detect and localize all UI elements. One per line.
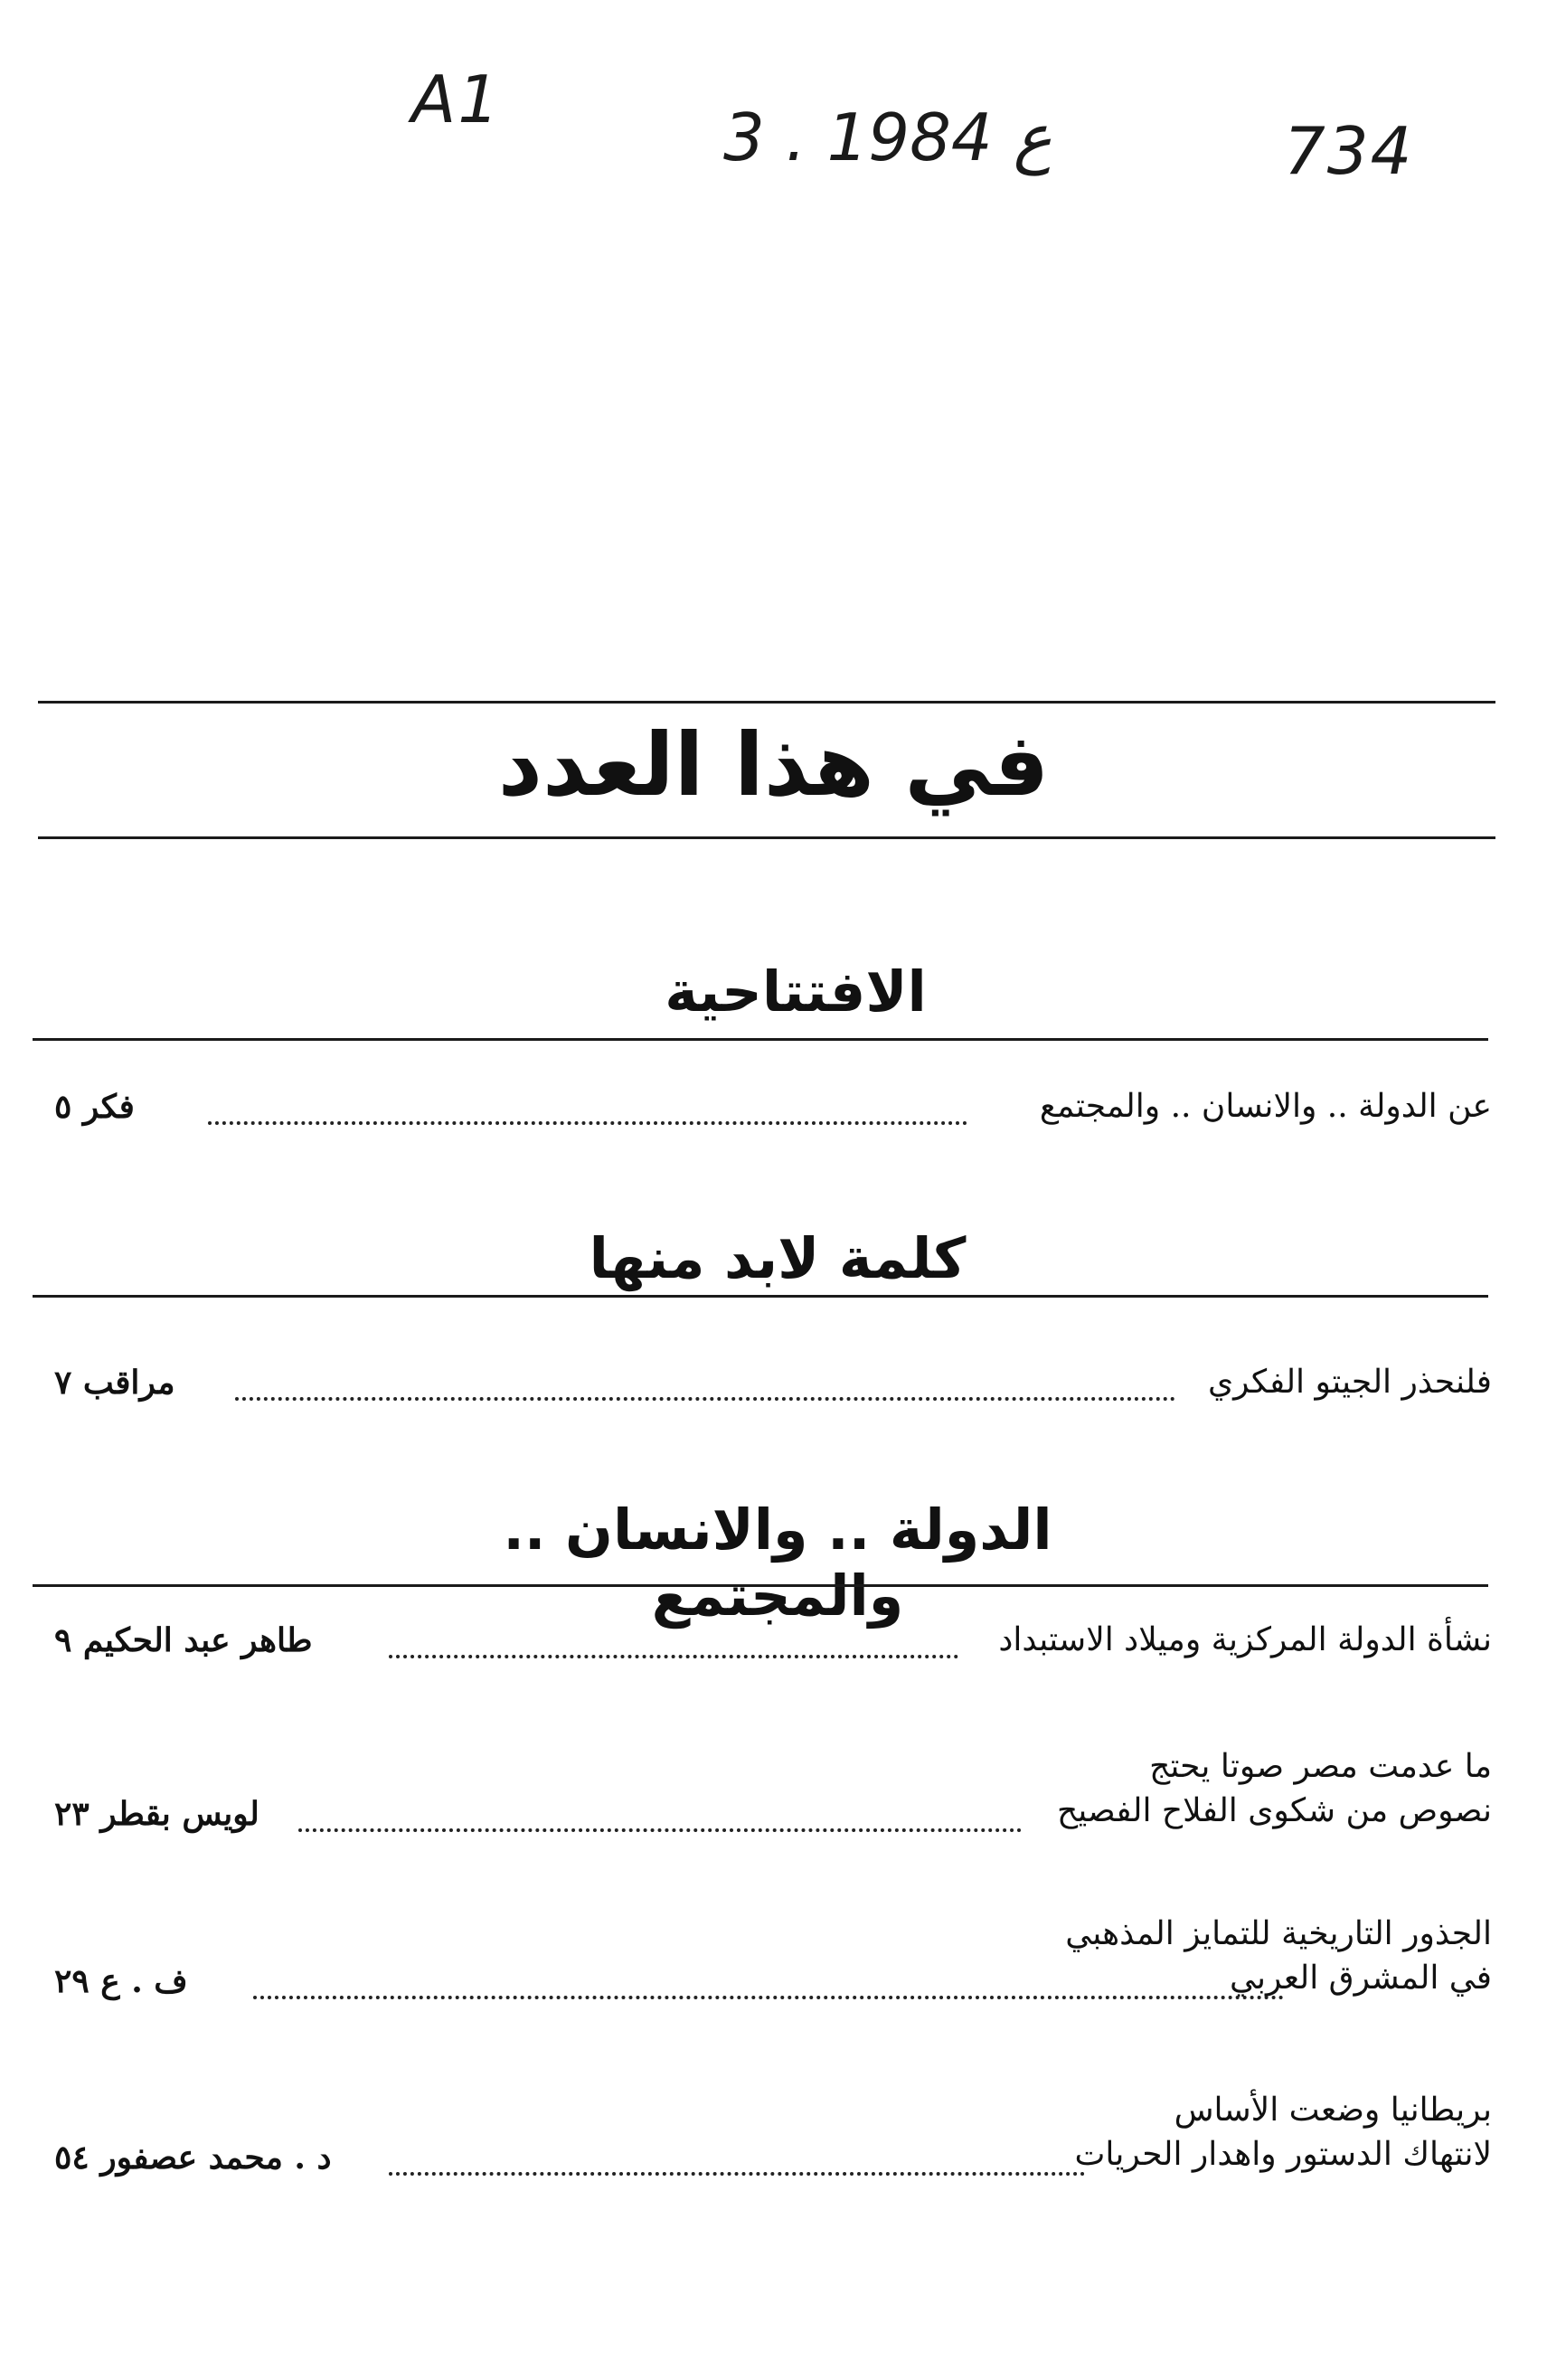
section-rule-necessary-word	[33, 1295, 1488, 1298]
toc-entry-title: بريطانيا وضعت الأساس لانتهاك الدستور واهدار الحريات	[1074, 2092, 1492, 2173]
toc-dot-leader	[208, 1121, 967, 1125]
toc-dot-leader	[298, 1828, 1022, 1832]
section-title-editorial: الافتتاحية	[665, 959, 927, 1025]
handwritten-number: 734	[1284, 113, 1414, 189]
toc-dot-leader	[235, 1397, 1175, 1401]
toc-entry	[54, 2089, 1492, 2188]
toc-entry-author: ف . ع ٢٩	[54, 1962, 188, 2000]
toc-entry	[54, 1745, 1492, 1845]
title-bottom-rule	[38, 836, 1495, 839]
toc-entry-author: فكر ٥	[54, 1088, 135, 1126]
section-rule-state-man-society	[33, 1584, 1488, 1587]
toc-entry-author: طاهر عبد الحكيم ٩	[54, 1621, 313, 1659]
toc-entry-author: مراقب ٧	[54, 1364, 175, 1402]
section-rule-editorial	[33, 1038, 1488, 1041]
handwritten-label: A1	[411, 61, 502, 137]
section-title-state-man-society: الدولة .. والانسان .. والمجتمع	[503, 1497, 1052, 1629]
toc-entry-title: ما عدمت مصر صوتا يحتج نصوص من شكوى الفلاح الفصيح	[1056, 1748, 1492, 1829]
toc-entry	[54, 1085, 1492, 1139]
toc-entry	[54, 1912, 1492, 2012]
toc-entry-title: فلنحذر الجيتو الفكري	[1207, 1364, 1492, 1401]
title-top-rule	[38, 701, 1495, 704]
toc-entry-title: عن الدولة .. والانسان .. والمجتمع	[1039, 1088, 1492, 1125]
toc-dot-leader	[389, 2172, 1085, 2176]
handwritten-date: 3 . ع 1984	[723, 99, 1052, 175]
toc-entry	[54, 1361, 1492, 1415]
toc-dot-leader	[253, 1996, 1284, 1999]
page-title: في هذا العدد	[497, 714, 1050, 816]
toc-entry-author: لويس بقطر ٢٣	[54, 1795, 259, 1833]
toc-entry-title: نشأة الدولة المركزية وميلاد الاستبداد	[998, 1621, 1492, 1658]
toc-dot-leader	[389, 1655, 958, 1658]
toc-entry-title: الجذور التاريخية للتمايز المذهبي في المشرق العربي	[1065, 1915, 1492, 1997]
toc-entry-author: د . محمد عصفور ٥٤	[54, 2139, 332, 2177]
toc-entry	[54, 1619, 1492, 1673]
section-title-necessary-word: كلمة لابد منها	[589, 1225, 967, 1291]
